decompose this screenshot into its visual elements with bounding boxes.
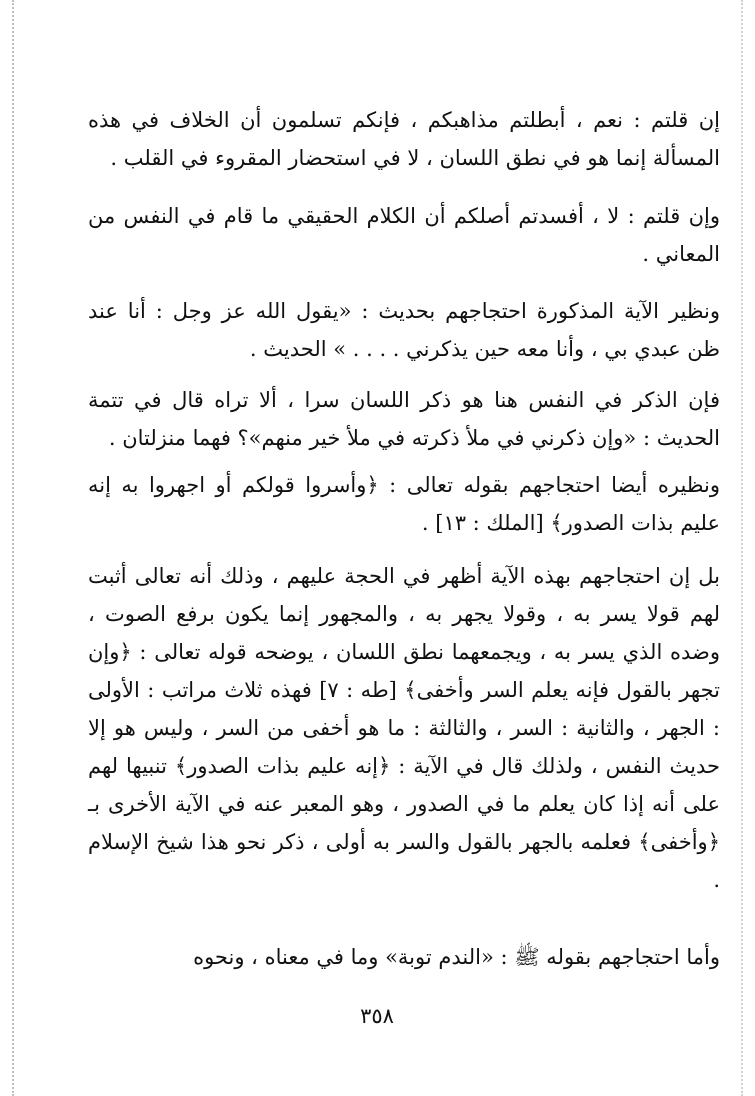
paragraph-4: فإن الذكر في النفس هنا هو ذكر اللسان سرا ، ألا تراه قال في تتمة الحديث : «وإن ذكرني في ملأ ذكرته في ملأ خير منهم»؟ فهما منزلتان .	[88, 388, 720, 450]
paragraph-2: وإن قلتم : لا ، أفسدتم أصلكم أن الكلام الحقيقي ما قام في النفس من المعاني .	[88, 204, 720, 266]
paragraph-3: ونظير الآية المذكورة احتجاجهم بحديث : «يقول الله عز وجل : أنا عند ظن عبدي بي ، وأنا معه حين يذكرني . . . . » الحديث .	[88, 299, 720, 361]
page-number: ٣٥٨	[360, 1004, 394, 1028]
paragraph-1: إن قلتم : نعم ، أبطلتم مذاهبكم ، فإنكم تسلمون أن الخلاف في هذه المسألة إنما هو في نطق اللسان ، لا في استحضار المقروء في القلب .	[88, 108, 720, 170]
paragraph-5: ونظيره أيضا احتجاجهم بقوله تعالى : ﴿وأسروا قولكم أو اجهروا به إنه عليم بذات الصدور﴾ [الملك : ١٣] .	[88, 473, 720, 535]
paragraph-7: وأما احتجاجهم بقوله ﷺ : «الندم توبة» وما في معناه ، ونحوه	[193, 945, 720, 969]
paragraph-6: بل إن احتجاجهم بهذه الآية أظهر في الحجة عليهم ، وذلك أنه تعالى أثبت لهم قولا يسر به ، وقولا يجهر به ، والمجهور إنما يكون برفع الصوت ، وضده الذي يسر به ، ويجمعهما نطق اللسان ، يوضحه قوله تعالى : ﴿وإن تجهر بالقول فإنه يعلم السر وأخفى﴾ [طه : ٧] فهذه ثلاث مراتب : الأولى : الجهر ، والثانية : السر ، والثالثة : ما هو أخفى من السر ، وليس هو إلا حديث النفس ، ولذلك قال في الآية : ﴿إنه عليم بذات الصدور﴾ تنبيها لهم على أنه إذا كان يعلم ما في الصدور ، وهو المعبر عنه في الآية الأخرى بـ ﴿وأخفى﴾ فعلمه بالجهر بالقول والسر به أولى ، ذكر نحو هذا شيخ الإسلام .	[88, 564, 720, 892]
left-margin-dotted-line	[12, 0, 14, 1096]
right-margin-dotted-line	[741, 0, 743, 1096]
